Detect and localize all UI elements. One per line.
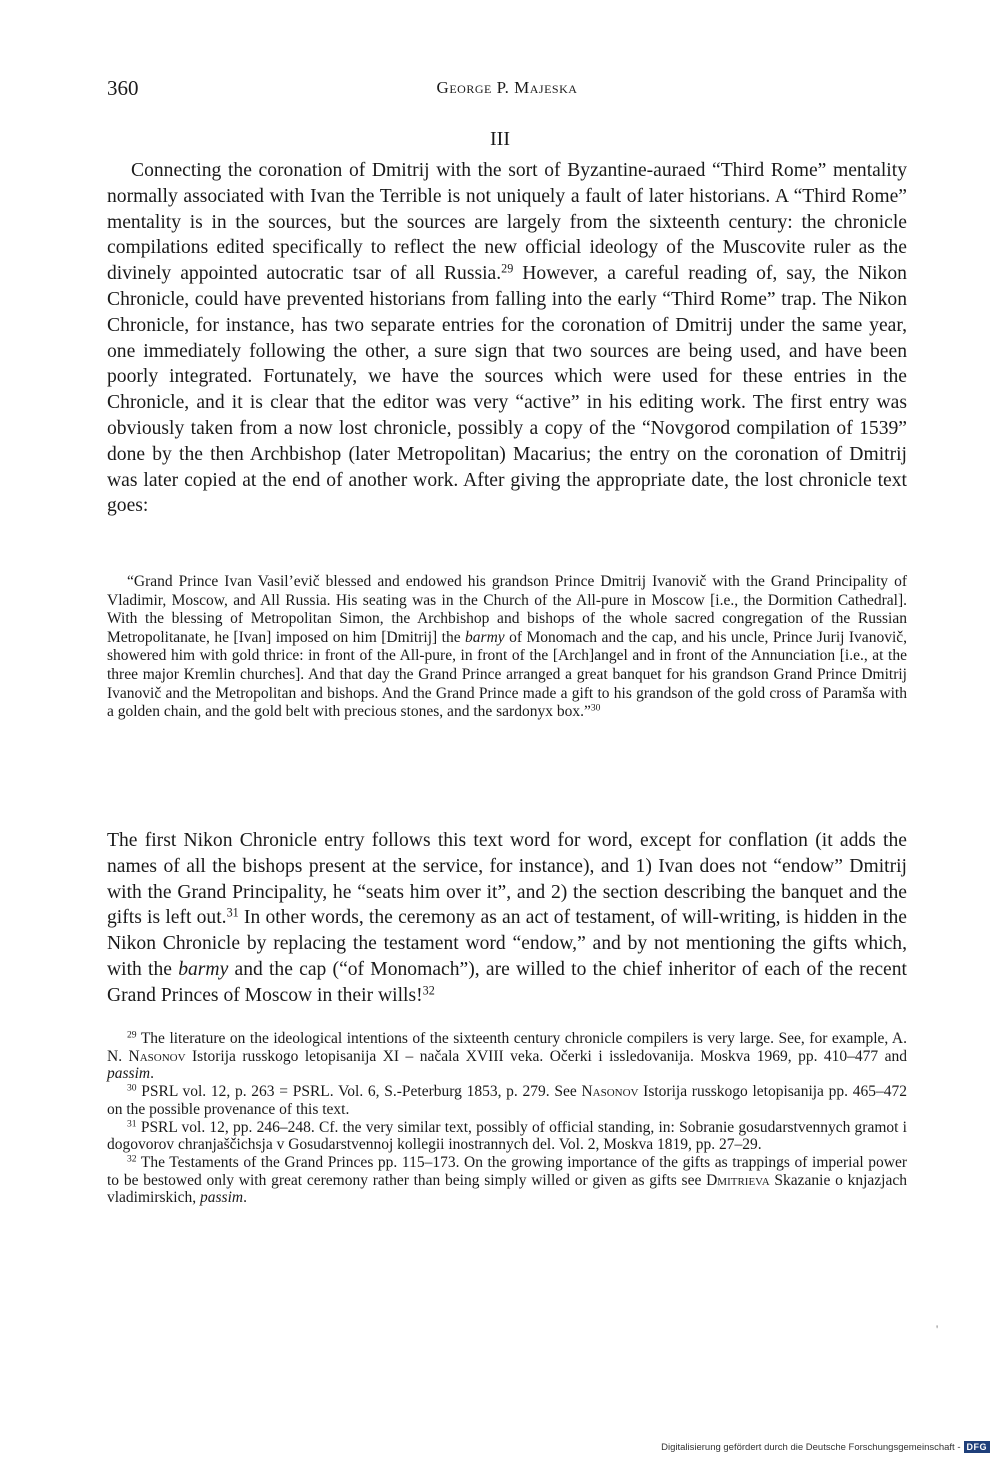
footnote-text: . [150,1065,154,1083]
footnote-ref-30: 30 [590,702,601,714]
author-name: Nasonov [581,1083,639,1101]
paragraph-2-italic-barmy: barmy [178,958,229,980]
footnote-text: . [243,1189,247,1207]
paragraph-2-text-c: and the cap (“of Monomach”), are willed to the chief inheritor of each of the recent Grand Princes of Moscow in their wills! [107,958,907,1006]
running-head: George P. Majeska [436,78,578,97]
footnote-number: 31 [127,1118,137,1130]
footnote-number: 32 [127,1153,137,1165]
page-header [107,76,907,106]
footnote-31 [107,1119,907,1154]
footnote-text: Istorija russkogo letopisanija pp. 465–472 on the possible provenance of this text. [107,1083,907,1118]
body-paragraph-1 [107,158,907,519]
paragraph-2-text-a: The first Nikon Chronicle entry follows this text word for word, except for conflation (it adds the names of all the bishops present at the service, for instance), and 1) Ivan does not “endow” Dmitrij with the Grand Principality, he “seats him over it”, and 2) the section describing the banquet and the gifts is left out. [107,830,907,929]
author-name: Dmitrieva [706,1171,770,1189]
paragraph-1-text-a: Connecting the coronation of Dmitrij with the sort of Byzantine-auraed “Third Rome” mentality normally associated with Ivan the Terrible is not uniquely a fault of later historians. A “Third Rome” mentality is in the sources, but the sources are largely from the sixteenth century: the chronicle compilations edited specifically to reflect the new official ideology of the Muscovite ruler as the divinely appointed autocratic tsar of all Russia. [107,160,907,285]
author-name: Nasonov [128,1047,186,1065]
footnote-number: 29 [127,1029,137,1041]
block-quote [107,573,907,722]
footnotes [107,1030,907,1207]
dfg-logo: DFG [964,1441,991,1453]
digitization-note: Digitalisierung gefördert durch die Deutsche Forschungsgemeinschaft - [661,1441,961,1453]
footnote-text: PSRL vol. 12, p. 263 = PSRL. Vol. 6, S.-Peterburg 1853, p. 279. See [136,1083,582,1101]
page-number: 360 [107,76,139,100]
footnote-30 [107,1083,907,1118]
footnote-text: Istorija russkogo letopisanija XI – načala XVIII veka. Očerki i issledovanija. Moskva 1969, pp. 410–477 and [185,1047,907,1065]
footnote-text: PSRL vol. 12, pp. 246–248. Cf. the very similar text, possibly of official standing, in: Sobranie gosudarstvennych gramot i dogovorov chranjaščichsja v Gosudarstvennoj kollegii inostrannych del. Vol. 2, Moskva 1819, pp. 27–29. [107,1118,907,1154]
footnote-32 [107,1154,907,1207]
footnote-text: The literature on the ideological intentions of the sixteenth century chronicle compilers is very large. See, for example, A. N. [107,1030,907,1065]
italic-passim: passim [107,1065,151,1083]
quote-text-a: “Grand Prince Ivan Vasil’evič blessed and endowed his grandson Prince Dmitrij Ivanovič with the Grand Principality of Vladimir, Moscow, and All Russia. His seating was in the Church of the All-pure in Moscow [i.e., the Dormition Cathedral]. With the blessing of Metropolitan Simon, the Archbishop and bishops of the whole sacred congregation of the Russian Metropolitanate, he [Ivan] imposed on him [Dmitrij] the [107,573,907,646]
paragraph-1-text-b: However, a careful reading of, say, the Nikon Chronicle, could have prevented historians from falling into the early “Third Rome” trap. The Nikon Chronicle, for instance, has two separate entries for the coronation of Dmitrij under the same year, one immediately following the other, a sure sign that two sources are being used, and have been poorly integrated. Fortunately, we have the sources which were used for these entries in the Chronicle, and it is clear that the editor was very “active” in his editing work. The first entry was obviously taken from a now lost chronicle, possibly a copy of the “Novgorod compilation of 1539” done by the then Archbishop (later Metropolitan) Macarius; the entry on the coronation of Dmitrij was later copied at the end of another work. After giving the appropriate date, the lost chronicle text goes: [107,263,907,517]
margin-mark: ' [936,1322,939,1336]
paragraph-2-text-b: In other words, the ceremony as an act of testament, of will-writing, is hidden in the Nikon Chronicle by replacing the testament word “endow,” and by not mentioning the gifts which, with the [107,907,907,980]
quote-text-b: of Monomach and the cap, and his uncle, Prince Jurij Ivanovič, showered him with gold thrice: in front of the All-pure, in front of the [Arch]angel and in front of the Annunciation [i.e., at the three major Kremlin churches]. And that day the Grand Prince arranged a great banquet for his grandson Grand Prince Dmitrij Ivanovič and the Metropolitan and bishops. And the Grand Prince made a gift to his grandson of the gold cross of Paramša with a golden chain, and the gold belt with precious stones, and the sardonyx box.” [107,628,907,721]
footnote-29 [107,1030,907,1083]
section-heading: III [490,128,510,150]
body-paragraph-2 [107,828,907,1009]
footnote-ref-32: 32 [422,983,435,998]
quote-italic-barmy: barmy [465,628,505,646]
digitization-footer [661,1441,990,1453]
footnote-text: The Testaments of the Grand Princes pp. 115–173. On the growing importance of the gifts as trappings of imperial power to be bestowed only with great ceremony rather than being simply willed or given as gifts see [107,1153,907,1189]
italic-passim: passim [200,1189,244,1207]
footnote-ref-31: 31 [226,905,239,920]
footnote-text: Skazanie o knjazjach vladimirskich, [107,1171,907,1207]
footnote-ref-29: 29 [501,261,514,276]
footnote-number: 30 [127,1082,137,1094]
